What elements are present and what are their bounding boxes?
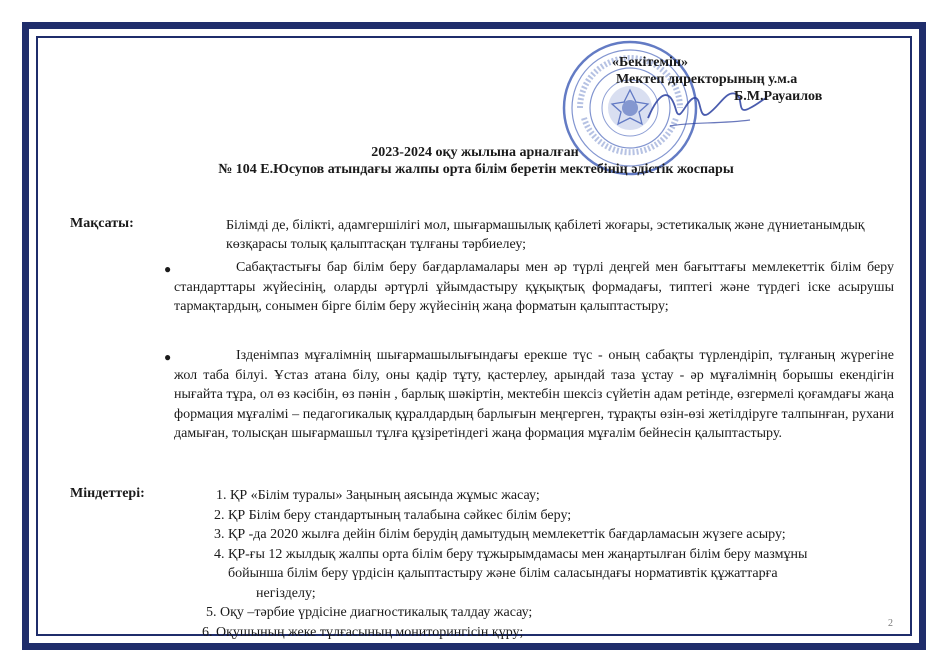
approval-position: Мектеп директорының у.м.а [616,72,798,87]
task-item-continuation: бойынша білім беру үрдісін қалыптастыру және білім саласындағы нормативтік құжаттарға [228,566,778,581]
task-item: 6. Оқушының жеке тұлғасының мониторингісін құру; [202,624,524,640]
task-item: 3. ҚР -да 2020 жылға дейін білім берудің дамытудың мемлекеттік бағдарламасын жүзеге асыру; [214,527,786,542]
list-item [164,258,894,317]
bullet-icon: ● [164,262,172,276]
bullet-text: Сабақтастығы бар білім беру бағдарламалары мен әр түрлі деңгей мен бағыттағы мемлекеттік білім беру стандарттары жүйесінің, оларды әртүрлі ұйымдастыру құқықтық формадағы, типтегі және түрдегі іске асырушы тармақтардың, сонымен бірге білім беру жүйесінің жаңа форматын қалыптастыру; [174,260,894,314]
tasks-label: Міндеттері: [70,486,145,501]
goal-text: Білімді де, білікті, адамгершілігі мол, шығармашылық қабілеті жоғары, эстетикалық және дүниетанымдық көзқарасы толық қалыптасқан тұлғаны тәрбиелеу; [226,218,865,252]
task-item: 5. Оқу –тәрбие үрдісіне диагностикалық талдау жасау; [206,605,533,620]
task-item: 2. ҚР Білім беру стандартының талабына сәйкес білім беру; [214,507,572,523]
bullet-text: Ізденімпаз мұғалімнің шығармашылығындағы ерекше түс - оның сабақты түрлендіріп, тұлғаның жүрегіне жол таба білуі. Ұстаз атана білу, оны қадір тұту, қастерлеу, арындай таза ұстау - әр мұғалімнің борышы екендігін нығайта тұра, ол өз кәсібін, өз пәнін , барлық шәкіртін, мектебін шексіз сүйетін адам ретінде, өзгермелі қоғамдағы жаңа формация мұғалімі – педагогикалық құралдардың барлығын меңгерген, тұрақты өзін-өзі жетілдіруге талпынған, рухани дамыған, толысқан шығармашыл тұлға құзіретіндегі жаңа формация мұғалім бейнесін қалыптастыру. [174,348,894,441]
approval-heading: «Бекітемін» [612,55,689,70]
approval-name: Б.М.Рауаилов [734,89,823,104]
title-line-2: № 104 Е.Юсупов атындағы жалпы орта білім беретін мектебінің әдістік жоспары [218,162,734,177]
task-item: 1. ҚР «Білім туралы» Заңының аясында жұмыс жасау; [216,488,540,503]
task-item-continuation: негізделу; [256,585,316,601]
document-title [0,144,950,178]
list-item [164,346,894,444]
tasks-list [200,486,900,642]
page-number: 2 [888,618,893,629]
bullet-icon: ● [164,350,172,364]
approval-block [600,54,822,105]
title-line-1: 2023-2024 оқу жылына арналған [371,145,579,160]
task-item: 4. ҚР-ғы 12 жылдық жалпы орта білім беру тұжырымдамасы мен жаңартылған білім беру мазмұны [214,546,808,562]
goal-label: Мақсаты: [70,216,134,231]
